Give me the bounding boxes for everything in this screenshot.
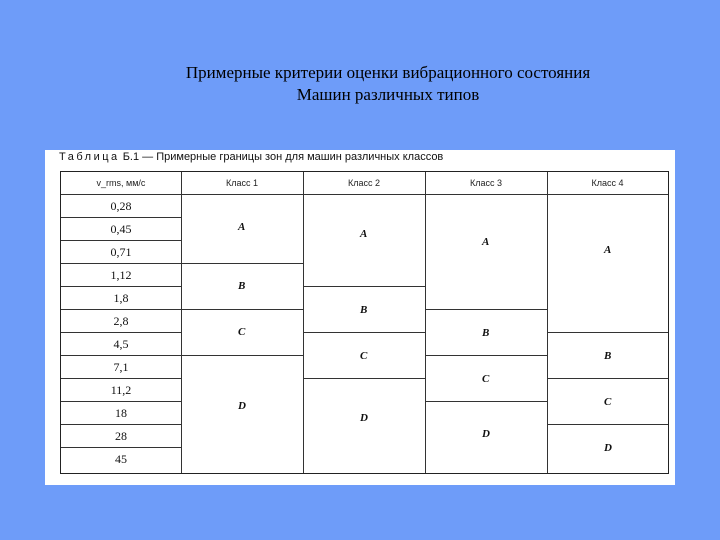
velocity-value: 1,12	[110, 268, 132, 282]
velocity-value: 0,28	[110, 199, 132, 213]
velocity-value: 28	[115, 429, 127, 443]
table-caption-prefix: Таблица	[59, 151, 120, 163]
slide-title-line-1: Примерные критерии оценки вибрационного состояния	[185, 63, 591, 82]
velocity-value: 11,2	[110, 383, 132, 397]
velocity-value: 0,71	[110, 245, 132, 259]
slide-title-line-2: Машин различных типов	[296, 85, 480, 104]
velocity-value: 4,5	[113, 337, 129, 351]
velocity-value: 2,8	[113, 314, 129, 328]
zone-label: B	[360, 304, 368, 316]
zone-label: D	[604, 442, 612, 454]
header-class-2: Класс 2	[347, 178, 380, 188]
zone-label: C	[604, 396, 612, 408]
zone-label: A	[238, 221, 246, 233]
table-caption	[59, 151, 443, 163]
zone-label: A	[360, 228, 368, 240]
header-velocity: v_rms, мм/с	[96, 178, 146, 188]
zone-label: D	[360, 412, 368, 424]
zone-label: D	[238, 400, 246, 412]
zone-label: C	[238, 326, 246, 338]
velocity-value: 45	[115, 452, 127, 466]
header-class-1: Класс 1	[225, 178, 258, 188]
velocity-value: 7,1	[113, 360, 129, 374]
header-class-4: Класс 4	[591, 178, 624, 188]
velocity-value: 1,8	[113, 291, 129, 305]
zone-label: B	[604, 350, 612, 362]
zone-boundaries-table	[60, 171, 669, 474]
slide-title	[0, 62, 720, 106]
velocity-value: 18	[115, 406, 127, 420]
zone-label: C	[360, 350, 368, 362]
table-caption-text: Б.1 — Примерные границы зон для машин различных классов	[122, 151, 444, 163]
zone-label: A	[604, 244, 612, 256]
zone-label: B	[482, 327, 490, 339]
header-class-3: Класс 3	[469, 178, 502, 188]
zone-label: B	[238, 280, 246, 292]
scanned-table-image	[45, 150, 675, 485]
zone-label: A	[482, 236, 490, 248]
velocity-value: 0,45	[110, 222, 132, 236]
zone-label: D	[482, 428, 490, 440]
zone-label: C	[482, 373, 490, 385]
